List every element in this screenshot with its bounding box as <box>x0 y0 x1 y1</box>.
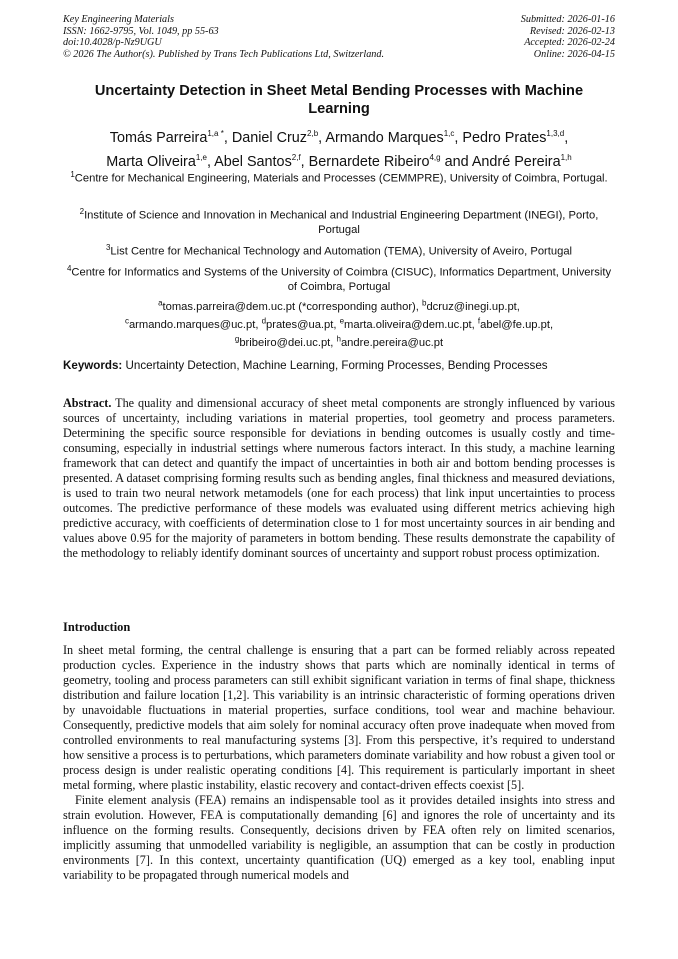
accepted-date: Accepted: 2026-02-24 <box>524 37 615 49</box>
journal-info <box>63 14 384 60</box>
email-list <box>63 296 615 350</box>
author: Abel Santos$^{2,f}$, <box>214 152 309 170</box>
author-list <box>63 124 615 172</box>
affiliation: $^4$Centre for Informatics and Systems of the University of Coimbra (CISUC), Informatics Department, University of Coimbra, Portugal <box>66 264 612 294</box>
affiliation: $^1$Centre for Mechanical Engineering, Materials and Processes (CEMMPRE), University of Coimbra, Portugal. <box>70 170 608 185</box>
author: Pedro Prates$^{1,3,d}$, <box>462 129 569 146</box>
submitted-date: Submitted: 2026-01-16 <box>520 14 615 25</box>
email: $^e$marta.oliveira@dem.uc.pt, <box>339 316 478 331</box>
keywords <box>63 359 615 372</box>
email: $^c$armando.marques@uc.pt, <box>124 316 262 331</box>
email: $^f$abel@fe.up.pt, <box>477 316 554 331</box>
affiliation: $^3$List Centre for Mechanical Technology and Automation (TEMA), University of Aveiro, Portugal <box>105 243 573 258</box>
affiliation: $^2$Institute of Science and Innovation in Mechanical and Industrial Engineering Department (INEGI), Porto, Portugal <box>79 207 599 237</box>
paragraph: In sheet metal forming, the central challenge is ensuring that a part can be formed reliably across repeated production cycles. Experience in the industry shows that parts which are nominally identical in terms of geometry, tooling and process parameters can still exhibit significant variation in terms of final shape, thickness distribution and failure location [1,2]. This variability is an intrinsic characteristic of forming operations driven by unavoidable fluctuations in material properties, surface conditions, tool wear and machine behaviour. Consequently, predictive models that aim solely for nominal accuracy often prove inadequate when moved from controlled environments to real manufacturing systems [3]. From this perspective, it’s required to understand how sensitive a process is to perturbations, which parameters dominate variability and how robust a given tool or process design is under realistic operating conditions [4]. This requirement is particularly important in sheet metal forming, where plastic instability, elastic recovery and contact-driven effects coexist [5]. <box>63 643 615 792</box>
publication-dates <box>521 14 615 60</box>
issn: ISSN: 1662-9795, Vol. 1049, pp 55-63 <box>63 25 219 37</box>
paragraph: Finite element analysis (FEA) remains an indispensable tool as it provides detailed insights into stress and strain evolution. However, FEA is computationally demanding [6] and ignores the role of uncertainty and its influence on the forming results. Consequently, decisions driven by FEA often rely on limited scenarios, implicitly assuming that unmodelled variability is negligible, an assumption that can be costly in production environments [7]. In this context, uncertainty quantification (UQ) emerged as a key tool, enabling input variability to be propagated through numerical models and <box>63 793 615 882</box>
online-date: Online: 2026-04-15 <box>533 48 615 60</box>
introduction-body <box>63 643 615 883</box>
email: $^g$bribeiro@dei.uc.pt, <box>234 334 337 350</box>
email: $^a$tomas.parreira@dem.uc.pt (*corresponding author), <box>158 298 422 313</box>
section-heading-introduction: Introduction <box>63 620 131 634</box>
author: Tomás Parreira$^{1,a *}$, <box>109 129 232 146</box>
journal-name: Key Engineering Materials <box>63 14 174 25</box>
author: Armando Marques$^{1,c}$, <box>325 129 463 146</box>
author: Marta Oliveira$^{1,e}$, <box>106 152 215 170</box>
email: $^h$andre.pereira@uc.pt <box>336 334 444 350</box>
revised-date: Revised: 2026-02-13 <box>529 25 615 37</box>
abstract-text: The quality and dimensional accuracy of sheet metal components are strongly influenced by various sources of uncertainty, including variations in material properties, tool geometry and process parameters. Determining the specific source responsible for deviations in bending outcomes is usually costly and time-consuming, especially in industrial settings where numerous factors interact. In this study, a machine learning framework that can detect and quantify the impact of uncertainties in both air and bottom bending processes is presented. A dataset comprising forming results such as bending angles, final thickness and measured deviations, is used to train two neural network metamodels (one for each process) that link input uncertainties to process outcomes. The predictive performance of these models was evaluated using different metrics achieving high predictive accuracy, with coefficients of determination close to 1 for most uncertainty sources in air bending and values above 0.95 for the majority of parameters in bottom bending. These results demonstrate the capability of the methodology to reliably identify dominant sources of uncertainty and support robust process optimization. <box>63 396 615 560</box>
author: Daniel Cruz$^{2,b}$, <box>231 129 326 146</box>
copyright: © 2026 The Author(s). Published by Trans Tech Publications Ltd, Switzerland. <box>63 48 385 60</box>
author: Bernardete Ribeiro$^{4,g}$ and <box>308 152 472 170</box>
doi: doi:10.4028/p-Nz9UGU <box>63 37 162 49</box>
abstract-label: Abstract. <box>63 396 112 410</box>
author: André Pereira$^{1,h}$ <box>471 152 572 170</box>
paper-title: Uncertainty Detection in Sheet Metal Bending Processes with Machine Learning <box>94 83 584 117</box>
keywords-label: Keywords: <box>63 359 123 372</box>
keywords-text: Uncertainty Detection, Machine Learning, Forming Processes, Bending Processes <box>122 359 548 372</box>
email: $^b$dcruz@inegi.up.pt, <box>422 298 520 313</box>
abstract <box>63 396 615 561</box>
email: $^d$prates@ua.pt, <box>261 316 340 331</box>
